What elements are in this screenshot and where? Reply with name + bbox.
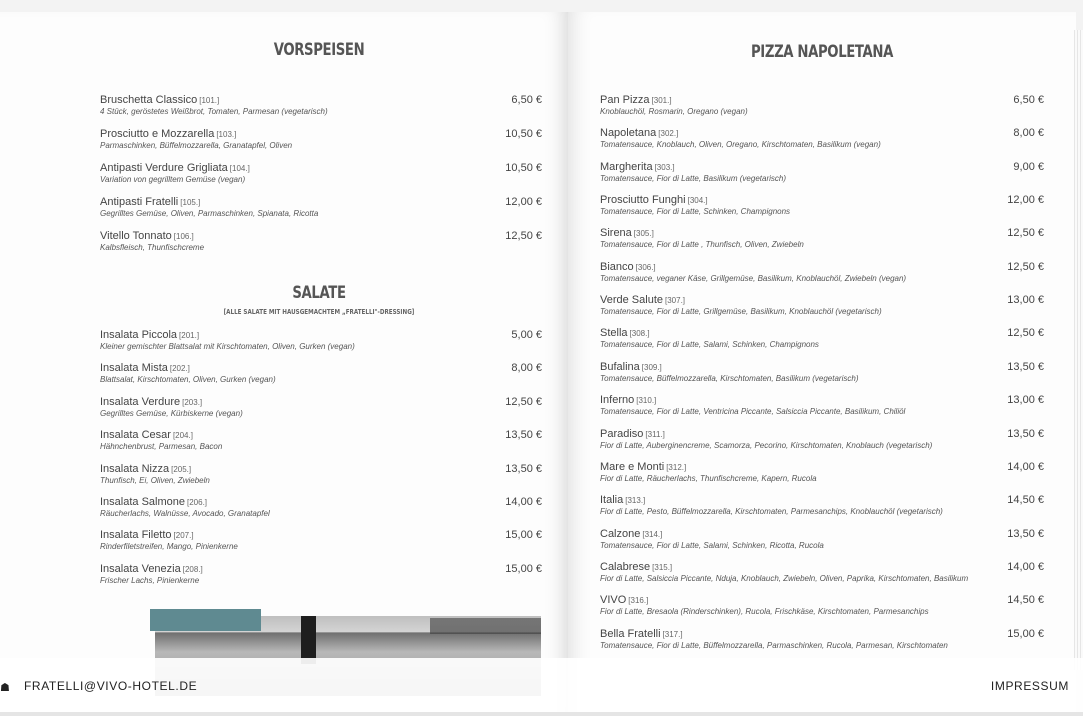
menu-item-title: Inferno — [600, 394, 635, 407]
menu-item-description: Tomatensauce, Fior di Latte, Salami, Schinken, Ricotta, Rucola — [600, 540, 824, 550]
menu-item-code: [317.] — [662, 629, 683, 639]
menu-item — [600, 127, 1044, 157]
menu-item-description: Kalbsfleisch, Thunfischcreme — [100, 243, 205, 252]
menu-item-description: Fior di Latte, Bresaola (Rinderschinken), Rucola, Frischkäse, Kirschtomaten, Parmesanchips — [600, 607, 929, 617]
menu-item-code: [207.] — [173, 531, 194, 541]
menu-item-price: 12,00 € — [1007, 194, 1044, 207]
menu-item-title: Calabrese — [600, 560, 651, 573]
menu-item-code: [307.] — [665, 296, 686, 306]
menu-item-price: 15,00 € — [505, 529, 542, 542]
menu-item-description: Tomatensauce, Fior di Latte, Ventricina Piccante, Salsiccia Piccante, Basilikum, Chiliöl — [600, 407, 906, 417]
menu-item — [600, 227, 1044, 257]
menu-item-price: 6,50 € — [511, 94, 542, 106]
menu-item-name — [100, 362, 190, 374]
footer-impressum-link[interactable]: IMPRESSUM — [990, 679, 1069, 693]
menu-item-description: Fior di Latte, Auberginencreme, Scamorza, Pecorino, Kirschtomaten, Knoblauch (vegetarisch) — [600, 440, 933, 450]
menu-item — [100, 128, 542, 158]
menu-item-title: Antipasti Verdure Grigliata — [100, 162, 228, 174]
menu-item-name — [100, 94, 219, 106]
menu-item-title: Verde Salute — [600, 294, 663, 307]
menu-item-price: 15,00 € — [1007, 627, 1044, 640]
menu-item-title: Italia — [600, 494, 624, 507]
menu-item-code: [104.] — [229, 164, 250, 173]
menu-item-price: 14,50 € — [1007, 494, 1044, 507]
menu-item — [100, 496, 542, 526]
menu-item — [100, 94, 542, 124]
menu-item-description: Variation von gegrilltem Gemüse (vegan) — [100, 175, 246, 184]
menu-item — [100, 563, 542, 593]
menu-item-name — [600, 261, 656, 273]
menu-item-code: [311.] — [645, 429, 665, 439]
footer-email-link[interactable]: FRATELLI@VIVO-HOTEL.DE — [24, 679, 198, 693]
menu-item-price: 12,00 € — [505, 196, 542, 208]
menu-item-description: Gegrilltes Gemüse, Kürbiskerne (vegan) — [100, 408, 243, 418]
vorspeisen-title: VORSPEISEN — [273, 40, 365, 60]
menu-item-price: 10,50 € — [505, 128, 542, 140]
menu-item-title: Insalata Verdure — [100, 395, 181, 408]
menu-item — [600, 461, 1044, 491]
menu-item-price: 12,50 € — [505, 395, 542, 408]
menu-item-title: Bianco — [600, 260, 634, 273]
menu-item-code: [101.] — [199, 96, 220, 105]
menu-item — [600, 394, 1044, 424]
menu-item-code: [316.] — [628, 596, 649, 606]
menu-item-price: 13,00 € — [1007, 294, 1044, 307]
menu-item-name — [600, 194, 708, 206]
menu-item-name — [100, 162, 250, 174]
menu-item-code: [304.] — [687, 196, 708, 206]
menu-item-code: [312.] — [666, 462, 687, 472]
menu-item-title: Bruschetta Classico — [100, 94, 198, 106]
menu-item-description: Rinderfiletstreifen, Mango, Pinienkerne — [100, 542, 238, 552]
menu-item-price: 15,00 € — [505, 562, 542, 575]
menu-item-name — [600, 394, 656, 406]
menu-item-description: Parmaschinken, Büffelmozzarella, Granatapfel, Oliven — [100, 141, 293, 150]
menu-item-name — [600, 161, 675, 173]
menu-item-price: 8,00 € — [1013, 127, 1044, 140]
menu-item-description: Blattsalat, Kirschtomaten, Oliven, Gurken (vegan) — [100, 375, 276, 385]
menu-item-title: Insalata Filetto — [100, 529, 172, 542]
menu-item-code: [106.] — [173, 232, 194, 241]
menu-item-code: [313.] — [625, 496, 646, 506]
menu-item-title: VIVO — [600, 594, 627, 607]
menu-item-price: 14,50 € — [1007, 594, 1044, 607]
menu-item — [100, 362, 542, 392]
menu-item-description: Gegrilltes Gemüse, Oliven, Parmaschinken, Spianata, Ricotta — [100, 209, 319, 218]
menu-item-name — [600, 94, 672, 106]
menu-item-price: 6,50 € — [1013, 94, 1044, 106]
menu-item-name — [100, 496, 207, 508]
menu-item-name — [600, 561, 672, 573]
menu-item-name — [100, 396, 202, 408]
menu-item-name — [100, 563, 203, 575]
menu-item-title: Antipasti Fratelli — [100, 196, 179, 208]
menu-item-name — [600, 361, 662, 373]
menu-item-description: Tomatensauce, Fior di Latte , Thunfisch, Oliven, Zwiebeln — [600, 240, 804, 250]
menu-item-title: Napoletana — [600, 127, 657, 140]
menu-item-price: 13,50 € — [1007, 427, 1044, 440]
menu-item-price: 8,00 € — [511, 362, 542, 375]
menu-item — [100, 396, 542, 426]
menu-item-code: [302.] — [658, 129, 679, 139]
menu-item-price: 13,50 € — [1007, 527, 1044, 540]
menu-item-title: Insalata Piccola — [100, 329, 178, 341]
menu-item-title: Bufalina — [600, 360, 640, 373]
menu-item-description: Tomatensauce, veganer Käse, Grillgemüse, Basilikum, Knoblauchöl, Zwiebeln (vegan) — [600, 273, 907, 283]
menu-item-title: Prosciutto e Mozzarella — [100, 128, 215, 140]
menu-item-name — [600, 127, 678, 139]
footer-divider — [0, 712, 1083, 716]
menu-item-description: Frischer Lachs, Pinienkerne — [100, 575, 200, 585]
menu-item-code: [310.] — [636, 396, 657, 406]
menu-item-price: 5,00 € — [511, 329, 542, 341]
menu-item-code: [309.] — [641, 362, 662, 372]
menu-item-code: [202.] — [169, 364, 190, 374]
menu-item — [600, 327, 1044, 357]
salate-subtitle: [ALLE SALATE MIT HAUSGEMACHTEM „FRATELLI"-DRESSING] — [223, 308, 415, 316]
menu-item — [100, 529, 542, 559]
menu-item-price: 13,50 € — [505, 462, 542, 475]
menu-item-code: [306.] — [635, 262, 656, 272]
menu-item — [100, 196, 542, 226]
menu-item — [600, 494, 1044, 524]
beach-photo-trees — [430, 618, 541, 634]
menu-item — [100, 429, 542, 459]
menu-item-name — [600, 227, 654, 239]
menu-item-description: Tomatensauce, Fior di Latte, Grillgemüse, Basilikum, Knoblauchöl (vegetarisch) — [600, 307, 882, 317]
menu-item-title: Insalata Nizza — [100, 462, 170, 475]
menu-item-name — [600, 494, 645, 506]
menu-item-description: Tomatensauce, Fior di Latte, Büffelmozzarella, Parmaschinken, Rucola, Parmesan, Kirschtomaten — [600, 640, 948, 650]
menu-item-code: [315.] — [652, 562, 673, 572]
menu-item-name — [100, 196, 200, 208]
menu-item-title: Insalata Mista — [100, 362, 168, 375]
menu-item-description: Fior di Latte, Pesto, Büffelmozzarella, Kirschtomaten, Parmesanchips, Knoblauchöl (vegetarisch) — [600, 507, 943, 517]
menu-item-code: [208.] — [182, 564, 203, 574]
menu-item-price: 14,00 € — [1007, 460, 1044, 473]
menu-item-code: [308.] — [629, 329, 650, 339]
menu-item-name — [600, 327, 650, 339]
menu-item-name — [600, 428, 665, 440]
menu-item-title: Mare e Monti — [600, 460, 665, 473]
menu-item-name — [600, 294, 685, 306]
menu-item-title: Margherita — [600, 160, 653, 173]
menu-item-title: Stella — [600, 327, 628, 340]
menu-item-price: 13,00 € — [1007, 394, 1044, 407]
menu-item-code: [314.] — [642, 529, 663, 539]
menu-item-name — [600, 628, 683, 640]
menu-item-price: 9,00 € — [1013, 160, 1044, 173]
menu-item-price: 10,50 € — [505, 162, 542, 174]
menu-item-title: Paradiso — [600, 427, 644, 440]
menu-item — [100, 230, 542, 260]
menu-item — [100, 162, 542, 192]
menu-item-description: Fior di Latte, Salsiccia Piccante, Nduja, Knoblauch, Zwiebeln, Oliven, Paprika, Kirschtomaten, Basilikum — [600, 573, 969, 583]
menu-item-name — [100, 329, 199, 341]
menu-item — [600, 294, 1044, 324]
menu-item-price: 12,50 € — [1007, 260, 1044, 273]
home-icon[interactable]: ☗ — [0, 682, 10, 694]
menu-item-description: Tomatensauce, Knoblauch, Oliven, Oregano, Kirschtomaten, Basilikum (vegan) — [600, 140, 881, 150]
menu-item — [600, 561, 1044, 591]
menu-item-code: [201.] — [179, 331, 200, 340]
photo-accent-bar — [150, 609, 261, 631]
page-edge — [1074, 30, 1083, 670]
menu-item-code: [203.] — [182, 397, 203, 407]
menu-item-title: Bella Fratelli — [600, 627, 661, 640]
menu-item-description: Knoblauchöl, Rosmarin, Oregano (vegan) — [600, 107, 748, 116]
pizza-title: PIZZA NAPOLETANA — [750, 42, 894, 62]
menu-item-name — [100, 529, 194, 541]
menu-item-code: [301.] — [651, 96, 672, 105]
menu-item-price: 13,50 € — [1007, 360, 1044, 373]
menu-item — [600, 194, 1044, 224]
site-footer — [0, 658, 1083, 714]
menu-item-code: [105.] — [180, 198, 201, 207]
menu-item — [600, 361, 1044, 391]
menu-item-name — [600, 528, 662, 540]
menu-item-description: Hähnchenbrust, Parmesan, Bacon — [100, 442, 223, 452]
menu-item-description: Fior di Latte, Räucherlachs, Thunfischcreme, Kapern, Rucola — [600, 473, 817, 483]
menu-item — [600, 628, 1044, 658]
menu-item-title: Insalata Salmone — [100, 496, 185, 508]
menu-item — [600, 428, 1044, 458]
menu-item-description: Kleiner gemischter Blattsalat mit Kirschtomaten, Oliven, Gurken (vegan) — [100, 342, 355, 351]
menu-item-title: Vitello Tonnato — [100, 230, 172, 242]
beach-photo-post — [301, 616, 316, 664]
menu-item-code: [205.] — [171, 464, 192, 474]
menu-item-price: 13,50 € — [505, 429, 542, 442]
menu-item-price: 14,00 € — [1007, 560, 1044, 573]
menu-item-price: 12,50 € — [1007, 227, 1044, 240]
menu-item-code: [206.] — [187, 498, 208, 507]
menu-item-name — [100, 429, 193, 441]
menu-item-description: Räucherlachs, Walnüsse, Avocado, Granatapfel — [100, 509, 270, 518]
menu-item-price: 14,00 € — [505, 496, 542, 508]
menu-item-title: Sirena — [600, 227, 632, 240]
menu-item — [100, 463, 542, 493]
menu-item-title: Pan Pizza — [600, 94, 650, 106]
menu-item-code: [305.] — [633, 229, 654, 239]
menu-item-description: 4 Stück, geröstetes Weißbrot, Tomaten, Parmesan (vegetarisch) — [100, 107, 328, 116]
menu-item-title: Calzone — [600, 527, 641, 540]
menu-item — [600, 261, 1044, 291]
menu-item-name — [100, 128, 236, 140]
menu-item — [600, 594, 1044, 624]
menu-item — [600, 94, 1044, 124]
menu-item — [600, 528, 1044, 558]
menu-item-name — [600, 461, 686, 473]
menu-item-price: 12,50 € — [505, 230, 542, 242]
menu-item — [100, 329, 542, 359]
menu-item-description: Tomatensauce, Fior di Latte, Basilikum (vegetarisch) — [600, 173, 787, 183]
menu-item-code: [204.] — [172, 431, 193, 441]
menu-item-title: Insalata Venezia — [100, 562, 181, 575]
menu-item-description: Tomatensauce, Fior di Latte, Salami, Schinken, Champignons — [600, 340, 819, 350]
menu-item — [600, 161, 1044, 191]
menu-item-price: 12,50 € — [1007, 327, 1044, 340]
menu-item-description: Tomatensauce, Fior di Latte, Schinken, Champignons — [600, 207, 791, 217]
menu-item-code: [303.] — [654, 162, 675, 172]
menu-item-description: Tomatensauce, Büffelmozzarella, Kirschtomaten, Basilikum (vegetarisch) — [600, 373, 859, 383]
salate-title: SALATE — [292, 283, 346, 303]
menu-item-name — [100, 463, 191, 475]
menu-item-title: Prosciutto Funghi — [600, 194, 686, 207]
menu-item-title: Insalata Cesar — [100, 429, 171, 442]
menu-item-description: Thunfisch, Ei, Oliven, Zwiebeln — [100, 475, 210, 485]
menu-item-code: [103.] — [216, 130, 237, 139]
menu-item-name — [100, 230, 194, 242]
menu-item-name — [600, 594, 648, 606]
